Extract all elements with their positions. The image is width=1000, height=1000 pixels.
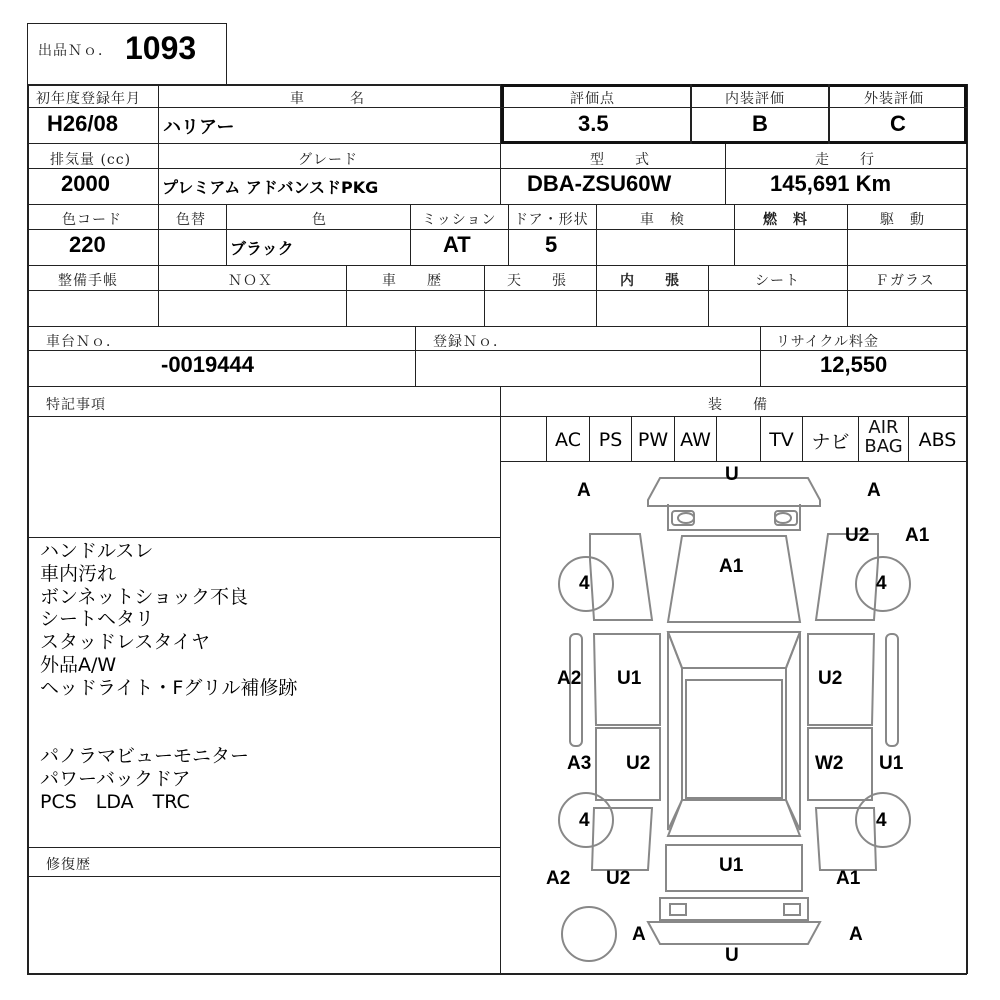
note-line: PCS LDA TRC (40, 790, 190, 813)
color-code-value: 220 (69, 232, 106, 257)
maintenance-book-label: 整備手帳 (58, 273, 118, 289)
note-line: ヘッドライト・Fグリル補修跡 (40, 676, 298, 699)
damage-mark-tailgate: U1 (719, 855, 744, 876)
front-glass-label: Ｆガラス (875, 273, 935, 289)
registration-number-label: 登録Ｎｏ． (433, 334, 508, 350)
equip-airbag-line1: AIR (868, 417, 899, 438)
recycle-fee-value: 12,550 (820, 352, 888, 377)
displacement-label: 排気量 (cc) (50, 152, 132, 168)
mileage-label: 走 行 (815, 152, 875, 168)
nox-label: ＮＯＸ (228, 273, 273, 289)
damage-mark-front-bumper: U (725, 464, 739, 485)
car-name-label: 車 名 (290, 91, 365, 107)
note-line: ハンドルスレ (40, 540, 154, 562)
note-line: 車内汚れ (40, 562, 117, 585)
equip-tv: TV (769, 429, 794, 451)
damage-mark-left-rear-corner: A2 (546, 868, 571, 889)
damage-mark-right-front-door: U2 (818, 668, 843, 689)
damage-mark-left-rear-door: U2 (626, 753, 651, 774)
damage-mark-front-left-corner: A (577, 480, 591, 501)
note-line: パノラマビューモニター (40, 745, 250, 767)
lot-number-value: 1093 (125, 30, 197, 66)
chassis-number-value: -0019444 (161, 352, 254, 377)
equip-airbag-line2: BAG (864, 436, 903, 457)
damage-mark-front-right-corner: A (867, 480, 881, 501)
damage-mark-left-rocker: A2 (557, 668, 582, 689)
door-label: ドア・形状 (514, 212, 589, 228)
grade-label: グレード (298, 152, 358, 168)
damage-mark-left-rear-rocker: A3 (567, 753, 592, 774)
inspection-label: 車 検 (640, 212, 685, 228)
tire-front-right: 4 (876, 573, 887, 594)
tire-front-left: 4 (579, 573, 590, 594)
equipment-label: 装 備 (708, 397, 768, 413)
equip-ac: AC (555, 429, 581, 451)
equip-navi: ナビ (811, 430, 850, 453)
damage-mark-hood: A1 (719, 556, 744, 577)
chassis-number-label: 車台Ｎｏ． (46, 334, 121, 350)
damage-mark-right-rear-fender: A1 (836, 868, 861, 889)
damage-mark-right-fender: U2 (845, 525, 870, 546)
score-value: 3.5 (578, 111, 609, 136)
damage-mark-rear-left-corner: A (632, 924, 646, 945)
color-label: 色 (312, 212, 327, 228)
model-label: 型 式 (590, 152, 650, 168)
grade-value: プレミアム アドバンスドPKG (162, 178, 379, 197)
mileage-value: 145,691 Km (770, 171, 892, 196)
equip-abs: ABS (918, 429, 957, 451)
vehicle-history-label: 車 歴 (382, 273, 442, 289)
note-line: 外品A/W (40, 654, 117, 676)
interior-score-value: B (752, 111, 768, 136)
damage-mark-left-rear-fender: U2 (606, 868, 631, 889)
tire-rear-left: 4 (579, 810, 590, 831)
note-line: シートヘタリ (40, 608, 155, 631)
note-line: パワーバックドア (40, 767, 191, 790)
model-value: DBA-ZSU60W (527, 171, 672, 196)
color-change-label: 色替 (176, 212, 206, 228)
recycle-fee-label: リサイクル料金 (776, 334, 880, 350)
interior-score-label: 内装評価 (725, 91, 785, 107)
note-line: ボンネットショック不良 (40, 585, 249, 608)
drive-label: 駆 動 (880, 212, 925, 228)
damage-mark-left-front-door: U1 (617, 668, 642, 689)
first-registration-value: H26/08 (47, 111, 118, 136)
repair-history-label: 修復歴 (46, 857, 91, 873)
fuel-label: 燃 料 (763, 212, 808, 228)
exterior-score-value: C (890, 111, 906, 136)
damage-mark-rear-bumper: U (725, 945, 739, 966)
first-registration-label: 初年度登録年月 (36, 91, 141, 107)
lot-number-label: 出品Ｎｏ． (38, 43, 113, 59)
damage-mark-right-front: A1 (905, 525, 930, 546)
note-line: スタッドレスタイヤ (40, 631, 211, 654)
exterior-score-label: 外装評価 (864, 91, 924, 107)
transmission-value: AT (443, 232, 471, 257)
tire-rear-right: 4 (876, 810, 887, 831)
door-value: 5 (545, 232, 558, 257)
interior-trim-label: 内 張 (620, 273, 680, 289)
damage-mark-right-rear-door: W2 (815, 753, 844, 774)
damage-mark-right-rear-rocker: U1 (879, 753, 904, 774)
special-notes-label: 特記事項 (46, 397, 106, 413)
color-value: ブラック (230, 239, 294, 258)
seat-label: シート (755, 273, 800, 289)
equip-aw: AW (680, 429, 711, 451)
color-code-label: 色コード (62, 212, 122, 228)
equip-pw: PW (637, 429, 669, 451)
equip-ps: PS (598, 429, 623, 451)
damage-mark-rear-right-corner: A (849, 924, 863, 945)
displacement-value: 2000 (61, 171, 110, 196)
roof-lining-label: 天 張 (507, 273, 567, 289)
car-name-value: ハリアー (163, 117, 235, 138)
score-label: 評価点 (570, 91, 615, 107)
transmission-label: ミッション (422, 212, 497, 228)
